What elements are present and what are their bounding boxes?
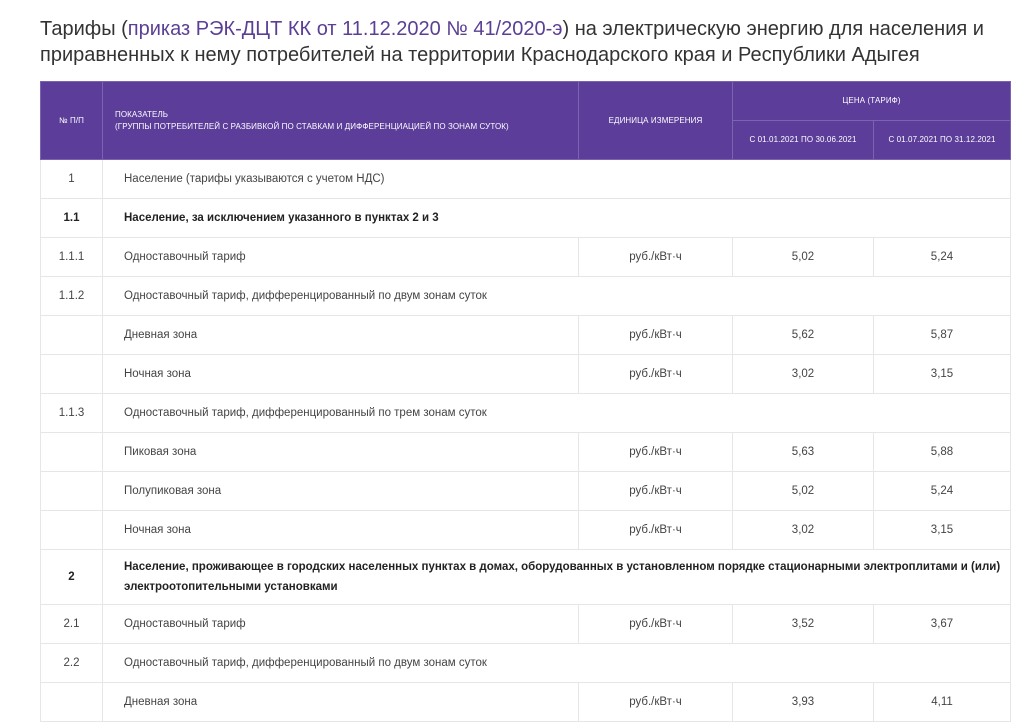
row-num bbox=[41, 472, 103, 511]
page-title bbox=[40, 16, 1020, 68]
table-row bbox=[41, 199, 1011, 238]
header-num: № П/П bbox=[41, 82, 103, 160]
row-value-period-1: 5,63 bbox=[733, 433, 874, 472]
row-value-period-1: 3,52 bbox=[733, 605, 874, 644]
row-label: Население, за исключением указанного в пунктах 2 и 3 bbox=[103, 199, 1011, 238]
tariff-table bbox=[40, 81, 1011, 722]
row-unit: руб./кВт·ч bbox=[579, 683, 733, 722]
table-row bbox=[41, 644, 1011, 683]
row-label: Одноставочный тариф, дифференцированный по трем зонам суток bbox=[103, 394, 1011, 433]
title-prefix: Тарифы ( bbox=[40, 18, 128, 40]
table-row bbox=[41, 550, 1011, 605]
row-label: Полупиковая зона bbox=[103, 472, 579, 511]
header-indicator bbox=[103, 82, 579, 160]
table-row bbox=[41, 238, 1011, 277]
row-label: Пиковая зона bbox=[103, 433, 579, 472]
row-unit: руб./кВт·ч bbox=[579, 511, 733, 550]
row-unit: руб./кВт·ч bbox=[579, 355, 733, 394]
row-num: 2.2 bbox=[41, 644, 103, 683]
table-row bbox=[41, 160, 1011, 199]
table-row bbox=[41, 683, 1011, 722]
row-value-period-1: 5,62 bbox=[733, 316, 874, 355]
row-num: 2.1 bbox=[41, 605, 103, 644]
row-value-period-2: 5,24 bbox=[874, 472, 1011, 511]
order-link[interactable]: приказ РЭК-ДЦТ КК от 11.12.2020 № 41/2020-э bbox=[127, 18, 563, 40]
row-label: Одноставочный тариф, дифференцированный по двум зонам суток bbox=[103, 277, 1011, 316]
row-label: Ночная зона bbox=[103, 355, 579, 394]
row-value-period-2: 4,11 bbox=[874, 683, 1011, 722]
row-num: 1 bbox=[41, 160, 103, 199]
row-value-period-1: 5,02 bbox=[733, 238, 874, 277]
table-row bbox=[41, 355, 1011, 394]
row-label: Одноставочный тариф, дифференцированный по двум зонам суток bbox=[103, 644, 1011, 683]
row-value-period-2: 3,67 bbox=[874, 605, 1011, 644]
row-num: 1.1.1 bbox=[41, 238, 103, 277]
row-num bbox=[41, 355, 103, 394]
row-value-period-1: 3,93 bbox=[733, 683, 874, 722]
row-unit: руб./кВт·ч bbox=[579, 605, 733, 644]
table-row bbox=[41, 316, 1011, 355]
row-label: Население, проживающее в городских населенных пунктах в домах, оборудованных в установленном порядке стационарными электроплитами и (или) электроотопительными установками bbox=[103, 550, 1011, 605]
row-value-period-2: 5,88 bbox=[874, 433, 1011, 472]
row-num bbox=[41, 316, 103, 355]
row-num bbox=[41, 511, 103, 550]
table-row bbox=[41, 605, 1011, 644]
header-indicator-title: ПОКАЗАТЕЛЬ bbox=[115, 109, 169, 119]
row-value-period-1: 3,02 bbox=[733, 355, 874, 394]
table-row bbox=[41, 394, 1011, 433]
header-period-1: С 01.01.2021 ПО 30.06.2021 bbox=[733, 121, 874, 160]
row-label: Население (тарифы указываются с учетом НДС) bbox=[103, 160, 1011, 199]
row-unit: руб./кВт·ч bbox=[579, 316, 733, 355]
title-suffix: ) на электрическую энергию для населения и приравненных к нему потребителей на территории Краснодарского края и Республики Адыгея bbox=[40, 18, 984, 66]
row-value-period-2: 3,15 bbox=[874, 355, 1011, 394]
row-num: 1.1.3 bbox=[41, 394, 103, 433]
row-num bbox=[41, 683, 103, 722]
header-unit: ЕДИНИЦА ИЗМЕРЕНИЯ bbox=[579, 82, 733, 160]
row-label: Ночная зона bbox=[103, 511, 579, 550]
row-value-period-2: 5,24 bbox=[874, 238, 1011, 277]
row-unit: руб./кВт·ч bbox=[579, 433, 733, 472]
row-value-period-1: 3,02 bbox=[733, 511, 874, 550]
row-num: 1.1.2 bbox=[41, 277, 103, 316]
row-unit: руб./кВт·ч bbox=[579, 238, 733, 277]
table-row bbox=[41, 511, 1011, 550]
row-value-period-2: 3,15 bbox=[874, 511, 1011, 550]
row-label: Дневная зона bbox=[103, 316, 579, 355]
header-price: ЦЕНА (ТАРИФ) bbox=[733, 82, 1011, 121]
row-num: 2 bbox=[41, 550, 103, 605]
row-num: 1.1 bbox=[41, 199, 103, 238]
header-period-2: С 01.07.2021 ПО 31.12.2021 bbox=[874, 121, 1011, 160]
row-value-period-1: 5,02 bbox=[733, 472, 874, 511]
header-indicator-note: (ГРУППЫ ПОТРЕБИТЕЛЕЙ С РАЗБИВКОЙ ПО СТАВКАМ И ДИФФЕРЕНЦИАЦИЕЙ ПО ЗОНАМ СУТОК) bbox=[115, 121, 509, 131]
table-row bbox=[41, 277, 1011, 316]
row-unit: руб./кВт·ч bbox=[579, 472, 733, 511]
table-row bbox=[41, 472, 1011, 511]
row-label: Одноставочный тариф bbox=[103, 605, 579, 644]
table-row bbox=[41, 433, 1011, 472]
row-value-period-2: 5,87 bbox=[874, 316, 1011, 355]
row-num bbox=[41, 433, 103, 472]
row-label: Дневная зона bbox=[103, 683, 579, 722]
row-label: Одноставочный тариф bbox=[103, 238, 579, 277]
